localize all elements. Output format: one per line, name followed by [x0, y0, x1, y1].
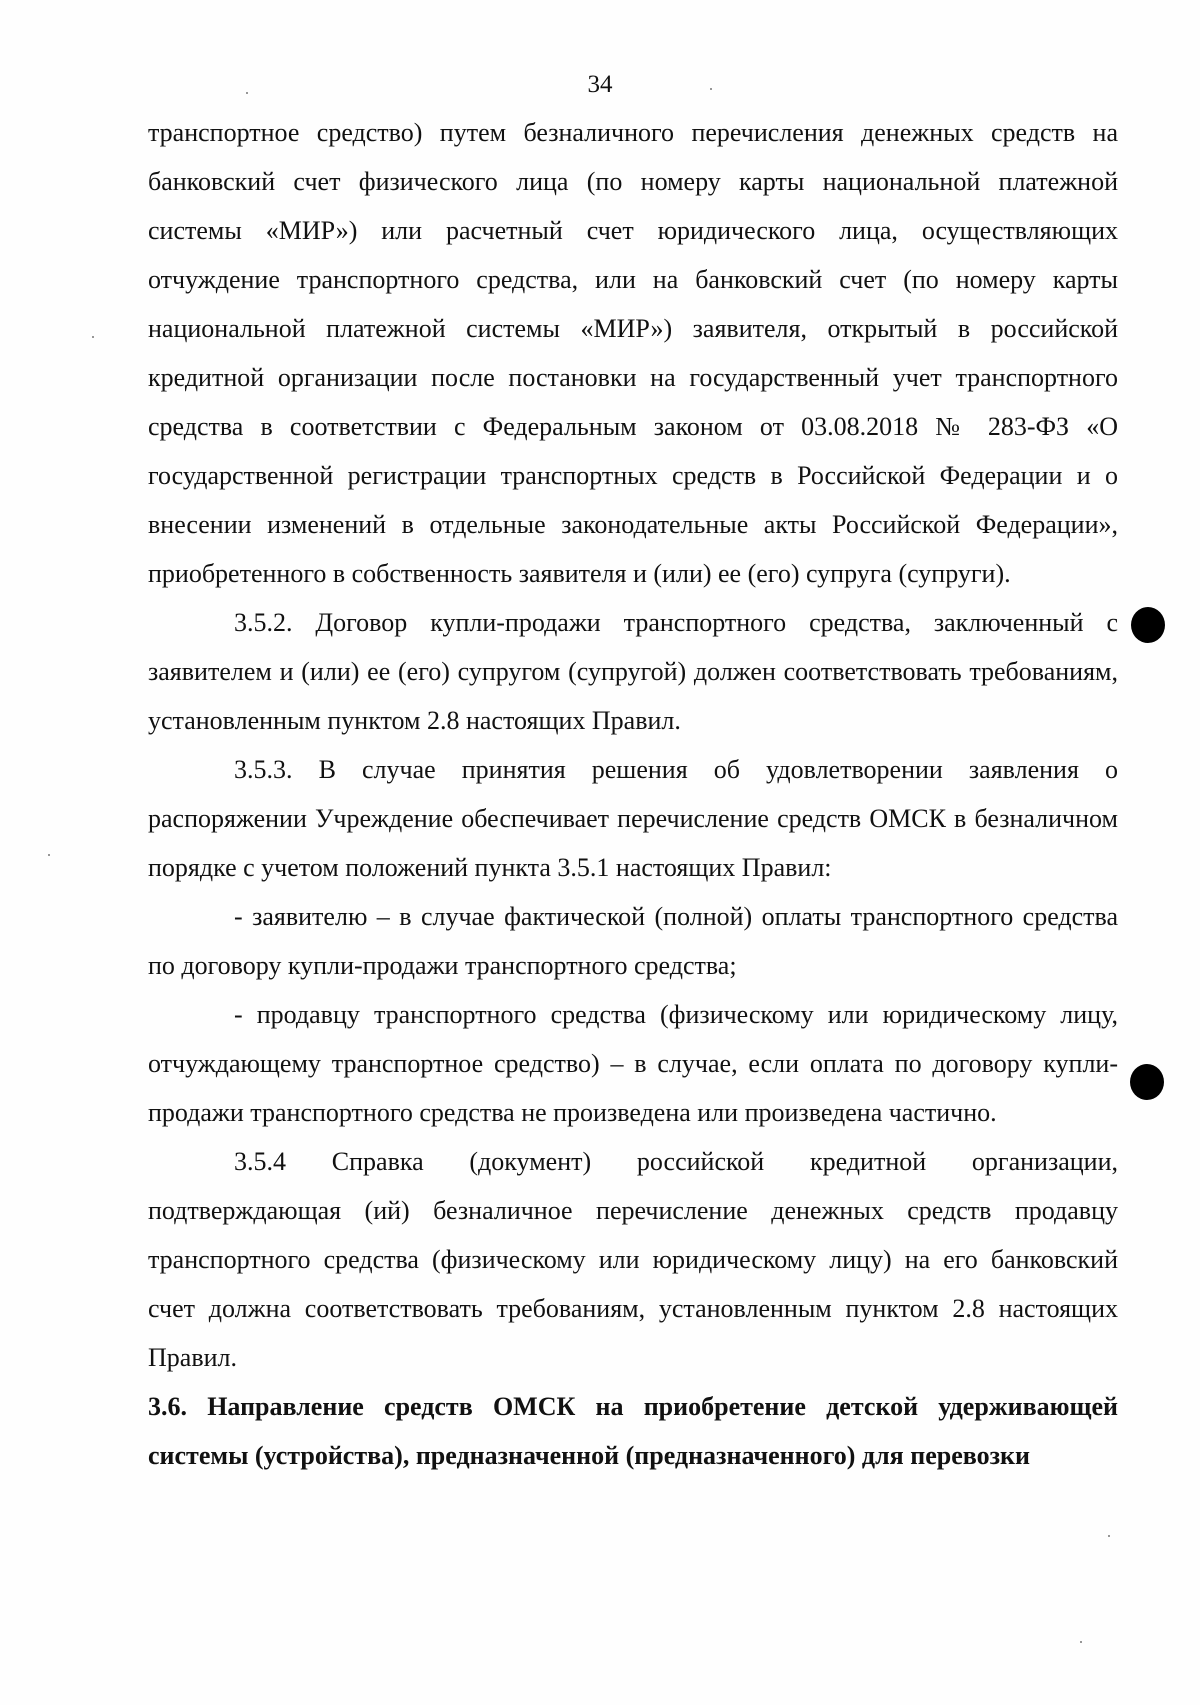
document-body	[148, 108, 1118, 1480]
binder-hole-mark	[1130, 1064, 1164, 1100]
list-item-applicant: - заявителю – в случае фактической (полной) оплаты транспортного средства по договору купли-продажи транспортного средства;	[148, 902, 1118, 980]
paragraph-3-5-3: 3.5.3. В случае принятия решения об удовлетворении заявления о распоряжении Учреждение обеспечивает перечисление средств ОМСК в безналичном порядке с учетом положений пункта 3.5.1 настоящих Правил:	[148, 755, 1118, 882]
section-heading-3-6: 3.6. Направление средств ОМСК на приобретение детской удерживающей системы (устройства), предназначенной (предназначенного) для перевозки	[148, 1392, 1118, 1470]
scan-speck	[710, 88, 712, 90]
scan-speck	[1108, 1535, 1110, 1537]
list-item-seller: - продавцу транспортного средства (физическому или юридическому лицу, отчуждающему транспортное средство) – в случае, если оплата по договору купли-продажи транспортного средства не произведена или произведена частично.	[148, 1000, 1118, 1127]
scan-speck	[92, 336, 94, 338]
binder-hole-mark	[1131, 607, 1165, 643]
paragraph-3-5-2: 3.5.2. Договор купли-продажи транспортного средства, заключенный с заявителем и (или) ее (его) супругом (супругой) должен соответствовать требованиям, установленным пунктом 2.8 настоящих Правил.	[148, 608, 1118, 735]
paragraph-3-5-4: 3.5.4 Справка (документ) российской кредитной организации, подтверждающая (ий) безналичное перечисление денежных средств продавцу транспортного средства (физическому или юридическому лицу) на его банковский счет должна соответствовать требованиям, установленным пунктом 2.8 настоящих Правил.	[148, 1147, 1118, 1372]
scan-speck	[246, 92, 248, 94]
scan-speck	[1080, 1641, 1082, 1643]
paragraph-continuation: транспортное средство) путем безналичного перечисления денежных средств на банковский счет физического лица (по номеру карты национальной платежной системы «МИР») или расчетный счет юридического лица, осуществляющих отчуждение транспортного средства, или на банковский счет (по номеру карты национальной платежной системы «МИР») заявителя, открытый в российской кредитной организации после постановки на государственный учет транспортного средства в соответствии с Федеральным законом от 03.08.2018 № 283-ФЗ «О государственной регистрации транспортных средств в Российской Федерации и о внесении изменений в отдельные законодательные акты Российской Федерации», приобретенного в собственность заявителя и (или) ее (его) супруга (супруги).	[148, 118, 1118, 588]
scan-speck	[48, 854, 50, 856]
page-number: 34	[587, 71, 613, 98]
